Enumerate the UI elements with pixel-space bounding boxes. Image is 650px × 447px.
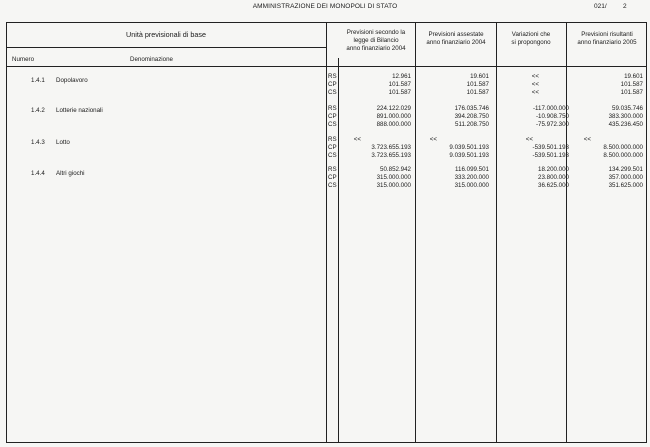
row-denominazione: Lotto bbox=[56, 139, 70, 146]
row-bilancio bbox=[340, 136, 411, 159]
value-rs: << bbox=[531, 73, 539, 80]
value-cp: << bbox=[531, 80, 539, 88]
header-risultanti-line2: anno finanziario 2005 bbox=[577, 39, 637, 46]
value-cs: 8.500.000.000 bbox=[603, 151, 643, 159]
header-bilancio-line1: Previsioni secondo la bbox=[346, 29, 406, 36]
value-cs: 36.625.000 bbox=[538, 181, 569, 189]
value-cp: 394.208.750 bbox=[454, 112, 489, 120]
document-title: AMMINISTRAZIONE DEI MONOPOLI DI STATO bbox=[252, 3, 398, 10]
value-rs: 19.601 bbox=[470, 73, 489, 80]
code-cs: CS bbox=[328, 181, 337, 189]
value-cp: 9.039.501.193 bbox=[449, 143, 489, 151]
value-rs: 176.035.746 bbox=[454, 105, 489, 112]
value-cp: 101.587 bbox=[620, 80, 643, 88]
value-rs: 59.035.746 bbox=[612, 105, 643, 112]
value-rs: 18.200.000 bbox=[538, 166, 569, 173]
value-cp: 3.723.655.193 bbox=[371, 143, 411, 151]
value-cp: 357.000.000 bbox=[608, 173, 643, 181]
value-rs: << bbox=[583, 136, 591, 143]
value-cs: 101.587 bbox=[466, 88, 489, 96]
row-numero: 1.4.2 bbox=[31, 107, 45, 114]
header-bilancio-line3: anno finanziario 2004 bbox=[346, 45, 406, 52]
group-title: Unità previsionali di base bbox=[126, 30, 206, 39]
value-rs: << bbox=[429, 136, 437, 143]
row-numero: 1.4.1 bbox=[31, 77, 45, 84]
value-cs: << bbox=[531, 88, 539, 96]
header-bottom-rule bbox=[6, 66, 647, 67]
row-bilancio bbox=[340, 105, 411, 128]
value-cs: 511.208.750 bbox=[455, 120, 489, 128]
row-numero: 1.4.4 bbox=[31, 170, 45, 177]
code-cp: CP bbox=[328, 80, 337, 88]
value-cp: 891.000.000 bbox=[376, 112, 411, 120]
row-assestate bbox=[418, 105, 489, 128]
row-risultanti bbox=[570, 166, 643, 189]
value-cp: -10.908.750 bbox=[535, 112, 569, 120]
row-variazioni bbox=[498, 166, 569, 189]
code-cs: CS bbox=[328, 88, 337, 96]
header-numero: Numero bbox=[12, 56, 35, 63]
row-denominazione: Altri giochi bbox=[56, 170, 85, 177]
row-risultanti bbox=[570, 105, 643, 128]
value-cp: 315.000.000 bbox=[376, 173, 411, 181]
value-cs: 9.039.501.193 bbox=[449, 151, 489, 159]
header-assestate-line2: anno finanziario 2004 bbox=[426, 39, 486, 46]
value-cp: 101.587 bbox=[388, 80, 411, 88]
column-divider-denominazione bbox=[326, 22, 327, 443]
value-cp: 23.800.000 bbox=[538, 173, 569, 181]
value-cs: 315.000.000 bbox=[376, 181, 411, 189]
row-numero: 1.4.3 bbox=[31, 139, 45, 146]
row-variazioni bbox=[498, 105, 569, 128]
row-assestate bbox=[418, 166, 489, 189]
value-cs: 101.587 bbox=[620, 88, 643, 96]
value-rs: 50.852.942 bbox=[380, 166, 411, 173]
value-cs: 888.000.000 bbox=[376, 120, 411, 128]
value-rs: << bbox=[525, 136, 533, 143]
header-bilancio-line2: legge di Bilancio bbox=[353, 37, 399, 44]
code-cp: CP bbox=[328, 112, 337, 120]
row-risultanti bbox=[570, 73, 643, 96]
header-risultanti-line1: Previsioni risultanti bbox=[581, 31, 633, 38]
value-cs: 101.587 bbox=[388, 88, 411, 96]
value-cs: 315.000.000 bbox=[454, 181, 489, 189]
value-cp: 101.587 bbox=[466, 80, 489, 88]
value-cp: -539.501.193 bbox=[532, 143, 569, 151]
value-rs: 19.601 bbox=[624, 73, 643, 80]
row-codes bbox=[328, 166, 337, 189]
row-variazioni bbox=[498, 73, 569, 96]
code-cp: CP bbox=[328, 143, 337, 151]
header-variazioni-line1: Variazioni che bbox=[511, 31, 551, 38]
value-cs: 3.723.655.193 bbox=[371, 151, 411, 159]
value-rs: 134.299.501 bbox=[608, 166, 643, 173]
code-cs: CS bbox=[328, 120, 337, 128]
code-cs: CS bbox=[328, 151, 337, 159]
value-cs: -539.501.193 bbox=[532, 151, 569, 159]
value-cs: 351.625.000 bbox=[608, 181, 643, 189]
value-cp: 333.200.000 bbox=[454, 173, 489, 181]
value-rs: << bbox=[353, 136, 361, 143]
row-codes bbox=[328, 73, 337, 96]
value-rs: -117.000.000 bbox=[532, 105, 569, 112]
column-divider-codes bbox=[338, 58, 339, 443]
value-cp: 8.500.000.000 bbox=[603, 143, 643, 151]
page-code: 021/ bbox=[594, 3, 607, 10]
row-risultanti bbox=[570, 136, 643, 159]
value-cs: 435.236.450 bbox=[608, 120, 643, 128]
code-cp: CP bbox=[328, 173, 337, 181]
header-denominazione: Denominazione bbox=[130, 56, 173, 63]
header-variazioni-line2: si propongono bbox=[511, 39, 551, 46]
page-number: 2 bbox=[623, 3, 627, 10]
value-cp: 383.300.000 bbox=[608, 112, 643, 120]
header-subrule bbox=[6, 47, 326, 48]
column-divider-bilancio bbox=[415, 22, 416, 443]
row-bilancio bbox=[340, 73, 411, 96]
code-rs: RS bbox=[328, 105, 337, 112]
row-assestate bbox=[418, 136, 489, 159]
header-assestate-line1: Previsioni assestate bbox=[428, 31, 484, 38]
value-rs: 12.961 bbox=[392, 73, 411, 80]
value-cs: -75.972.300 bbox=[535, 120, 569, 128]
row-variazioni bbox=[498, 136, 569, 159]
row-codes bbox=[328, 105, 337, 128]
row-codes bbox=[328, 136, 337, 159]
row-denominazione: Dopolavoro bbox=[56, 77, 88, 84]
value-rs: 224.122.029 bbox=[376, 105, 411, 112]
row-bilancio bbox=[340, 166, 411, 189]
column-divider-assestate bbox=[496, 22, 497, 443]
code-rs: RS bbox=[328, 166, 337, 173]
code-rs: RS bbox=[328, 73, 337, 80]
row-assestate bbox=[418, 73, 489, 96]
code-rs: RS bbox=[328, 136, 337, 143]
value-rs: 116.099.501 bbox=[455, 166, 489, 173]
row-denominazione: Lotterie nazionali bbox=[56, 107, 103, 114]
